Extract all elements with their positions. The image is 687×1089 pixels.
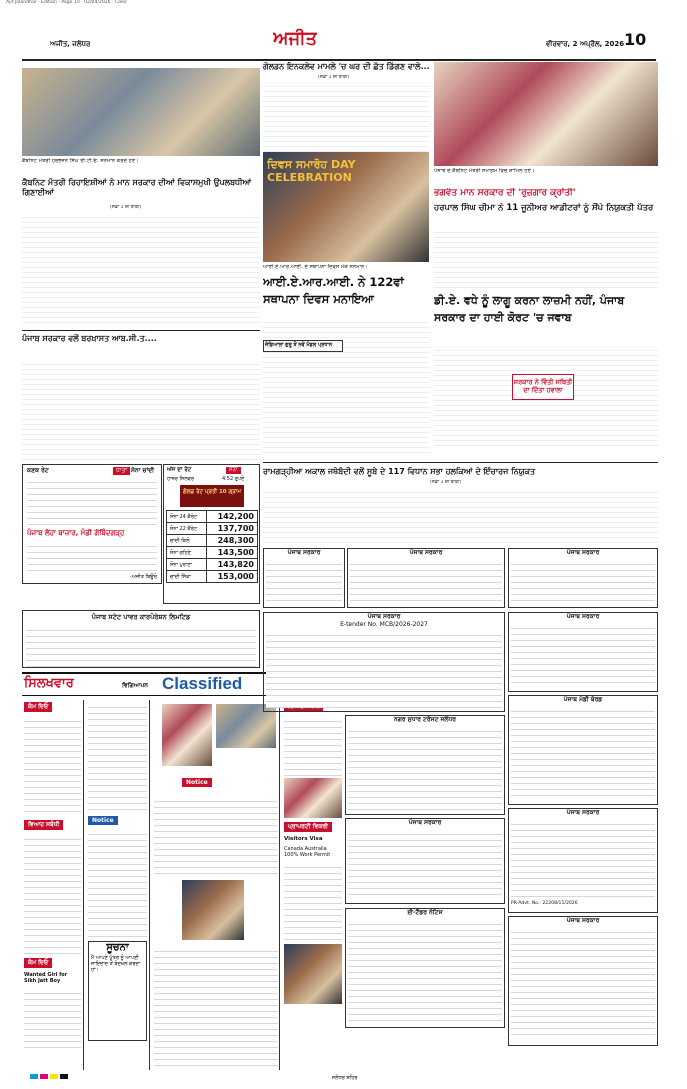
middle-notice-2-title: ਪੰਜਾਬ ਸਰਕਾਰ [409, 549, 443, 556]
right-notice-1-body [511, 559, 655, 603]
right-notice-5 [508, 916, 658, 1046]
iari-headline: ਆਈ.ਏ.ਆਰ.ਆਈ. ਨੇ 122ਵਾਂ ਸਥਾਪਨਾ ਦਿਵਸ ਮਨਾਇਆ [263, 275, 404, 306]
right-notice-1-title: ਪੰਜਾਬ ਸਰਕਾਰ [566, 549, 600, 556]
continue-label-3: (ਸਫ਼ਾ 1 ਦੀ ਬਾਕੀ) [430, 480, 462, 485]
iari-story-body [263, 318, 429, 453]
gold-price-row [167, 511, 258, 523]
classified-banner-4: ਪ੍ਰਾਪਰਟੀ ਵਿਕਰੀ [284, 822, 332, 832]
continue-label: (ਸਫ਼ਾ 1 ਦੀ ਬਾਕੀ) [110, 205, 142, 210]
middle-notice-3 [263, 612, 505, 712]
pspcl-body [26, 625, 256, 667]
middle-notice-6-title: ਈ-ਟੈਂਡਰ ਨੋਟਿਸ [407, 909, 443, 916]
top-print-strip: Ajit Jalandhar · Edition · Page 10 · 02/04/2026 · Color [6, 0, 127, 5]
reg-magenta [40, 1074, 48, 1079]
masthead [18, 28, 658, 58]
reg-yellow [50, 1074, 58, 1079]
middle-notice-2-body [350, 559, 502, 603]
continue-label-2: (ਸਫ਼ਾ 1 ਦੀ ਬਾਕੀ) [318, 75, 350, 80]
col3-ads-b [154, 946, 278, 1066]
da-box [512, 374, 574, 400]
right-top-photo [434, 62, 658, 166]
house-image [284, 778, 342, 818]
gold-badge: ਸੋਨਾ [226, 467, 241, 474]
right-notice-3-body [511, 706, 655, 800]
ramgarhia-headline: ਰਾਮਗੜ੍ਹੀਆ ਅਕਾਲ ਜਥੇਬੰਦੀ ਵਲੋਂ ਸੂਬੇ ਦੇ 117 ਵਿਧਾਨ ਸਭਾ ਹਲਕਿਆਂ ਦੇ ਇੰਚਾਰਜ ਨਿਯੁਕਤ [263, 467, 536, 476]
header-rule [22, 59, 656, 61]
right-notice-4-body [511, 819, 655, 899]
classified-ad-left: Wanted Girl for Sikh Jatt Boy [24, 972, 68, 984]
rule-left-1 [22, 330, 260, 331]
middle-notice-4-body [348, 726, 502, 810]
market-right-title: ਸੋਨਾ ਚਾਂਦੀ [131, 467, 155, 474]
gold-box [163, 464, 260, 604]
rozgar-body [434, 228, 658, 288]
left-mid-body [22, 360, 260, 460]
classified-col-2 [86, 700, 150, 1070]
iari-caption: ਆਈ.ਏ.ਆਰ.ਆਈ. ਦੇ ਸਥਾਪਨਾ ਦਿਵਸ ਮੌਕੇ ਸਨਮਾਨ। [263, 264, 368, 270]
gold-price-value: 153,000 [207, 571, 258, 583]
rozgar-banner: ਭਗਵੰਤ ਮਾਨ ਸਰਕਾਰ ਦੀ 'ਰੁਜ਼ਗਾਰ ਕ੍ਰਾਂਤੀ' [434, 188, 576, 198]
middle-notice-4 [345, 715, 505, 815]
right-notice-3-title: ਪੰਜਾਬ ਮੰਡੀ ਬੋਰਡ [563, 696, 603, 703]
gold-price-label: ਚਾਂਦੀ ਕਿਲੋ [167, 535, 207, 547]
rule-ramgarhia [263, 462, 658, 463]
gold-price-label: ਸੋਨਾ 24 ਕੈਰੇਟ [167, 511, 207, 523]
iari-photo-text: ਦਿਵਸ ਸਮਾਰੋਹ DAY CELEBRATION [267, 158, 356, 184]
gold-price-value: 142,200 [207, 511, 258, 523]
ramgarhia-body [263, 488, 658, 543]
classified-visa: Visitors Visa [284, 836, 323, 842]
pspcl-notice [22, 610, 260, 668]
market-rate-lines [27, 477, 157, 527]
gold-rates-label: ਅੱਜ ਦਾ ਰੇਟ [167, 467, 192, 473]
gold-price-label: ਸੋਨਾ 22 ਕੈਰੇਟ [167, 523, 207, 535]
col1-ads-a [24, 716, 81, 816]
gold-price-label: ਸੋਨਾ ਪੁਰਾਣਾ [167, 559, 207, 571]
gold-banner: ਗੋਲਡ ਰੇਟ ਪ੍ਰਤੀ 10 ਗ੍ਰਾਮ [180, 485, 244, 507]
logo: ਅਜੀਤ [273, 28, 318, 49]
pspcl-title: ਪੰਜਾਬ ਸਟੇਟ ਪਾਵਰ ਕਾਰਪੋਰੇਸ਼ਨ ਲਿਮਟਿਡ [91, 613, 191, 621]
right-notice-1 [508, 548, 658, 608]
col4-ads-a [284, 716, 342, 776]
middle-notice-1-body [266, 559, 342, 603]
col2-ads-b [88, 829, 147, 939]
gold-price-table [166, 510, 258, 583]
market-heading-lines [27, 541, 157, 571]
gold-price-label: ਚਾਂਦੀ ਸਿੱਕਾ [167, 571, 207, 583]
classified-person-image [162, 704, 212, 766]
middle-notice-3-body [266, 630, 502, 708]
right-notice-4-pr: PR-Advt. No.: 22208/11/2026 [511, 901, 578, 906]
left-story-body [22, 213, 260, 325]
classified-label-pa: ਸਿਲਖਵਾਰ [24, 676, 74, 691]
classified-banner-1b: ਕੰਮ ਦਿਓ [24, 958, 52, 968]
page-number: 10 [624, 30, 647, 49]
classified-man-image [182, 880, 244, 940]
gold-price-row [167, 559, 258, 571]
classified-col-4 [282, 700, 344, 1070]
col3-ads-a [154, 796, 278, 876]
market-left-title: ਕਣਕ ਰੇਟ [27, 467, 49, 474]
da-headline: ਡੀ.ਏ. ਵਧੇ ਨੂੰ ਲਾਗੂ ਕਰਨਾ ਲਾਜ਼ਮੀ ਨਹੀਂ, ਪੰਜਾਬ ਸਰਕਾਰ ਦਾ ਹਾਈ ਕੋਰਟ 'ਚ ਜਵਾਬ [434, 294, 625, 324]
left-mid-headline: ਪੰਜਾਬ ਸਰਕਾਰ ਵਲੋਂ ਬਰਖ਼ਾਸਤ ਆਬ.ਸੀ.ਤ.... [22, 334, 157, 343]
right-notice-5-body [511, 927, 655, 1039]
market-heading: ਪੰਜਾਬ ਲੋਹਾ ਬਾਜ਼ਾਰ, ਮੰਡੀ ਗੋਬਿੰਦਗੜ੍ਹ [27, 529, 125, 537]
right-notice-2 [508, 612, 658, 692]
da-box-text: ਸਰਕਾਰ ਨੇ ਵਿੱਤੀ ਸਥਿਤੀ ਦਾ ਦਿੱਤਾ ਹਵਾਲਾ [513, 378, 573, 394]
middle-notice-6 [345, 908, 505, 1028]
col1-ads-c [24, 988, 81, 1048]
right-notice-5-title: ਪੰਜਾਬ ਸਰਕਾਰ [566, 917, 600, 924]
classified-banner-1: ਕੰਮ ਦਿਓ [24, 702, 52, 712]
gold-price-row [167, 547, 258, 559]
middle-notice-5 [345, 818, 505, 904]
classified-banner-2b: Notice [182, 778, 212, 787]
cabinet-photo [22, 68, 260, 156]
market-box [22, 464, 162, 584]
gold-price-value: 143,820 [207, 559, 258, 571]
color-registration-strip [30, 1074, 660, 1082]
gold-price-label: ਸੋਨਾ ਗਹਿਣੇ [167, 547, 207, 559]
right-notice-4 [508, 808, 658, 913]
top-headline: ਗੋਲਡਨ ਇਨਕਲੇਵ ਮਾਮਲੇ 'ਚ ਘਰ ਦੀ ਛੱਤ ਡਿੱਗਣ ਵਾਲੇ... [263, 62, 430, 71]
notice-ad-text: ਮੈਂ ਆਪਣੇ ਪੁੱਤਰ ਨੂੰ ਆਪਣੀ ਜਾਇਦਾਦ ਤੋਂ ਬੇਦਖ਼ਲ ਕਰਦਾ ਹਾਂ। [91, 955, 141, 973]
right-notice-4-title: ਪੰਜਾਬ ਸਰਕਾਰ [566, 809, 600, 816]
gold-price-row [167, 571, 258, 583]
right-notice-3 [508, 695, 658, 805]
middle-notice-5-title: ਪੰਜਾਬ ਸਰਕਾਰ [408, 819, 442, 826]
middle-notice-3-title: ਪੰਜਾਬ ਸਰਕਾਰ [367, 613, 401, 620]
classified-label-sub: ਵਿਗਿਆਪਨ [122, 682, 148, 689]
gold-header-left: ਹਾਜ਼ਰ ਸਿਲਵਰ [167, 476, 194, 482]
gold-price-value: 143,500 [207, 547, 258, 559]
middle-notice-3-tender: E-tender No. MCB/2026-2027 [340, 621, 428, 628]
rozgar-headline: ਹਰਪਾਲ ਸਿੰਘ ਚੀਮਾ ਨੇ 11 ਜੂਨੀਅਰ ਆਡੀਟਰਾਂ ਨੂੰ ਸੌਂਪੇ ਨਿਯੁਕਤੀ ਪੱਤਰ [434, 203, 654, 213]
reg-cyan [30, 1074, 38, 1079]
classified-title: Classified [162, 674, 243, 693]
middle-notice-2 [347, 548, 505, 608]
middle-notice-5-body [348, 829, 502, 899]
right-notice-2-title: ਪੰਜਾਬ ਸਰਕਾਰ [566, 613, 600, 620]
gold-price-value: 137,700 [207, 523, 258, 535]
photo-caption-1: ਕੈਬਨਿਟ ਮੰਤਰੀ ਹਰਭਜਨ ਸਿੰਘ ਈ.ਟੀ.ਓ. ਸਨਮਾਨ ਕਰਦੇ ਹੋਏ। [22, 158, 139, 164]
header-date: ਵੀਰਵਾਰ, 2 ਅਪ੍ਰੈਲ, 2026 [546, 40, 625, 48]
col2-ads-a [88, 702, 147, 812]
footer-label: ਜਲੰਧਰ ਸ਼ਹਿਰ [331, 1075, 358, 1081]
gold-price-row [167, 523, 258, 535]
classified-col-1 [22, 700, 84, 1070]
iari-photo [263, 152, 429, 262]
middle-notice-1-title: ਪੰਜਾਬ ਸਰਕਾਰ [287, 549, 321, 556]
edition-label: ਅਜੀਤ, ਜਲੰਧਰ [50, 40, 91, 48]
right-notice-2-body [511, 623, 655, 687]
jandiala-box [263, 340, 343, 352]
col1-ads-b [24, 834, 81, 954]
notice-ad-title: ਸੂਚਨਾ [106, 942, 129, 953]
reg-black [60, 1074, 68, 1079]
classified-col-3 [152, 700, 280, 1070]
classified-tr: Canada Australia 100% Work Permit [284, 846, 331, 858]
jandiala-label: ਜੰਡਿਆਲਾ ਗੁਰੂ ਤੋਂ ਨਵੇਂ ਮੰਡਲ ਪ੍ਰਧਾਨ [265, 342, 333, 348]
gold-header-right: 4.52 ਰੁਪਏ [222, 476, 245, 482]
middle-notice-4-title: ਨਗਰ ਸੁਧਾਰ ਟਰੱਸਟ ਜਲੰਧਰ [393, 716, 456, 723]
left-headline: ਕੈਬਨਿਟ ਮੰਤਰੀ ਰਿਹਾਇਸ਼ੀਆਂ ਨੇ ਮਾਨ ਸਰਕਾਰ ਦੀਆਂ ਵਿਕਾਸਮੁਖੀ ਉਪਲਬਧੀਆਂ ਗਿਣਾਈਆਂ [22, 178, 252, 197]
top-story-body [263, 82, 429, 152]
classified-banner-2: Notice [88, 816, 118, 825]
middle-notice-1 [263, 548, 345, 608]
laptop-image [284, 944, 342, 1004]
notice-ad [88, 941, 147, 1041]
right-top-caption: ਪੰਜਾਬ ਦੇ ਕੈਬਨਿਟ ਮੰਤਰੀ ਸਮਾਗਮ ਵਿਚ ਸ਼ਾਮਿਲ ਹੋਏ। [434, 168, 535, 174]
gold-price-row [167, 535, 258, 547]
col4-ads-b [284, 862, 342, 942]
classified-banner-3: ਵਿਆਹ ਸਬੰਧੀ [24, 820, 63, 830]
gold-price-value: 248,300 [207, 535, 258, 547]
market-author: -ਅਜੀਤ ਬਿਊਰੋ [129, 574, 157, 580]
market-left-badge: ਧਾਤਾਂ [113, 467, 130, 475]
middle-notice-6-body [348, 919, 502, 1023]
